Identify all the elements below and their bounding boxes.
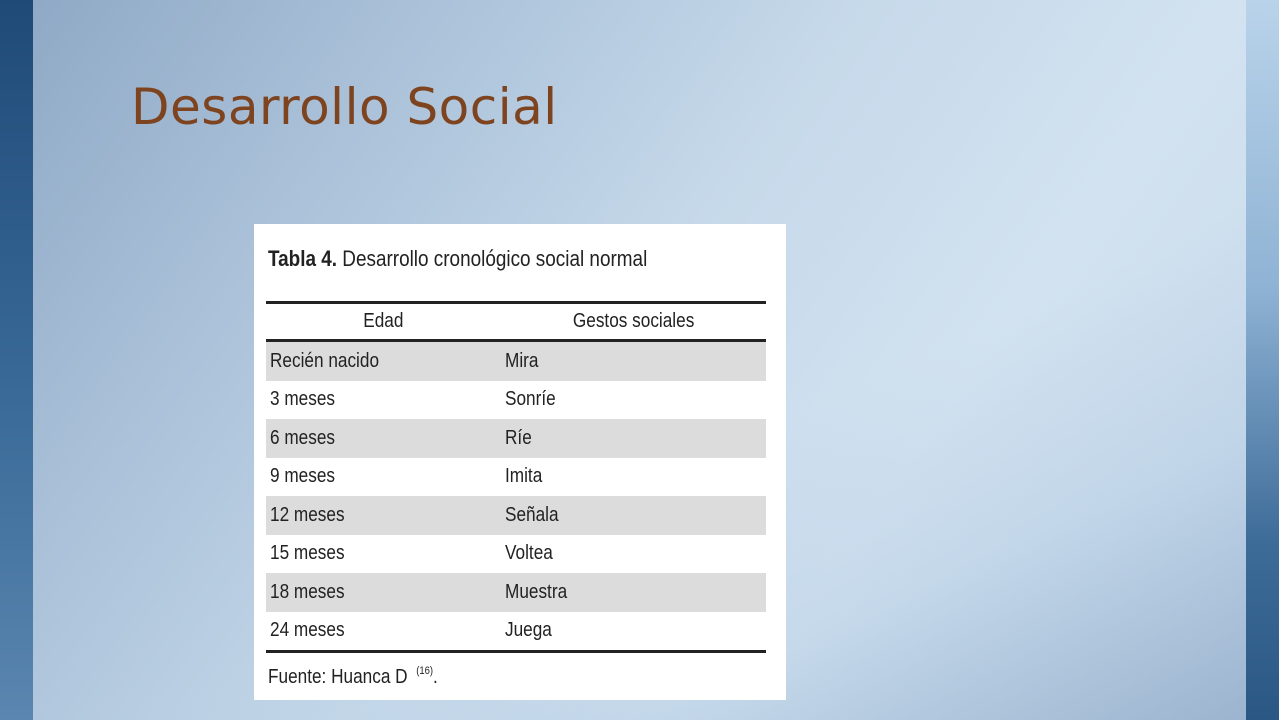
table-row: [266, 341, 766, 381]
caption-text: Desarrollo cronológico social normal: [337, 246, 648, 271]
cell-gesto: Juega: [505, 619, 552, 642]
slide-title: Desarrollo Social: [131, 78, 558, 136]
right-edge-band: [1246, 0, 1279, 720]
table-row: [266, 381, 766, 420]
cell-edad: 9 meses: [270, 465, 336, 488]
cell-gesto: Voltea: [505, 542, 553, 565]
cell-gesto: Ríe: [501, 419, 766, 458]
cell-gesto: Mira: [501, 341, 766, 381]
cell-edad: 24 meses: [270, 619, 345, 642]
cell-gesto: Imita: [505, 465, 543, 488]
slide: [33, 0, 1246, 720]
table-caption: [268, 246, 647, 272]
table-row: [266, 458, 766, 497]
table-figure: [254, 224, 786, 700]
cell-gesto: Muestra: [501, 573, 766, 612]
social-development-table: [266, 301, 766, 653]
cell-edad: 6 meses: [266, 419, 501, 458]
table-source: [268, 665, 438, 689]
table-row: [266, 419, 766, 458]
table-row: [266, 535, 766, 574]
cell-gesto: Sonríe: [505, 388, 556, 411]
cell-edad: Recién nacido: [266, 341, 501, 381]
source-end: .: [433, 666, 438, 688]
source-text: Fuente: Huanca D: [268, 666, 408, 688]
cell-gesto: Señala: [501, 496, 766, 535]
caption-label: Tabla 4.: [268, 246, 338, 271]
header-gestos: Gestos sociales: [501, 303, 766, 341]
table-row: [266, 496, 766, 535]
cell-edad: 15 meses: [270, 542, 345, 565]
cell-edad: 12 meses: [266, 496, 501, 535]
table-row: [266, 573, 766, 612]
cell-edad: 18 meses: [266, 573, 501, 612]
table-row: [266, 612, 766, 652]
source-reference: (16): [416, 665, 434, 677]
left-edge-band: [0, 0, 33, 720]
header-edad: Edad: [266, 303, 501, 341]
table-header-row: [266, 303, 766, 341]
cell-edad: 3 meses: [270, 388, 336, 411]
